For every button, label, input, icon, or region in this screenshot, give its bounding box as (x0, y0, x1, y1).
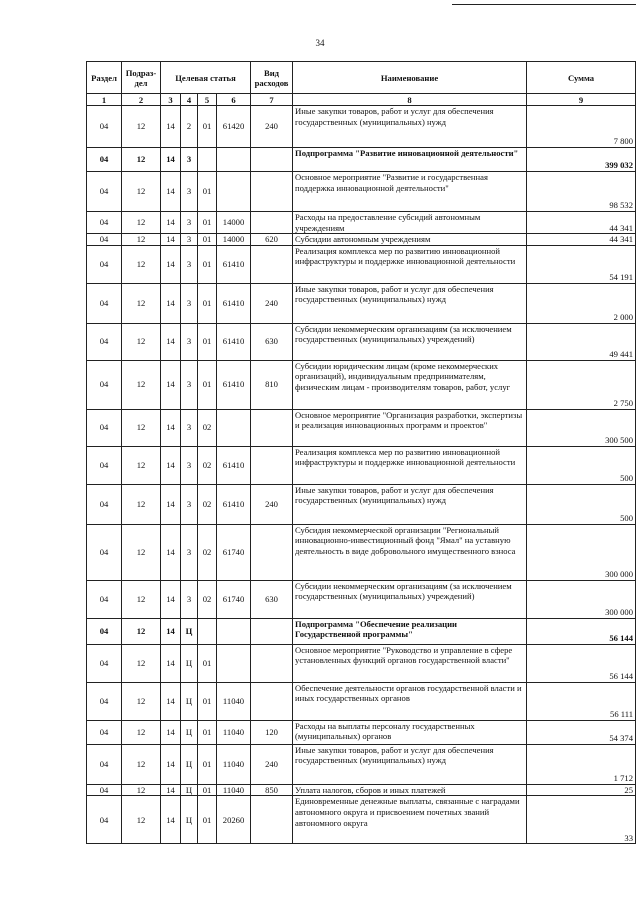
subprogram-code-cell: 3 (181, 360, 198, 409)
podrazdel-cell: 12 (122, 106, 161, 148)
sum-cell: 98 532 (527, 172, 636, 212)
name-cell: Субсидии автономным учреждениям (293, 234, 527, 246)
podrazdel-cell: 12 (122, 360, 161, 409)
header-vid-rashodov: Вид расходов (251, 62, 293, 94)
col-number: 3 (161, 94, 181, 106)
razdel-cell: 04 (87, 744, 122, 784)
table-row (87, 484, 636, 524)
razdel-cell: 04 (87, 682, 122, 720)
subprogram-code-cell: Ц (181, 784, 198, 796)
table-row (87, 212, 636, 234)
table-row (87, 524, 636, 580)
direction-code-cell: 11040 (217, 744, 251, 784)
program-code-cell: 14 (161, 720, 181, 744)
razdel-cell: 04 (87, 283, 122, 323)
name-cell: Иные закупки товаров, работ и услуг для обеспечения государственных (муниципальных) нужд (293, 106, 527, 148)
event-code-cell (198, 618, 217, 644)
program-code-cell: 14 (161, 409, 181, 446)
sum-cell: 500 (527, 484, 636, 524)
name-cell: Субсидии юридическим лицам (кроме некоммерческих организаций), индивидуальным предпринимателям, физическим лицам - производителям товаров, работ, услуг (293, 360, 527, 409)
direction-code-cell: 61410 (217, 323, 251, 360)
podrazdel-cell: 12 (122, 245, 161, 283)
podrazdel-cell: 12 (122, 784, 161, 796)
program-code-cell: 14 (161, 234, 181, 246)
col-number: 7 (251, 94, 293, 106)
podrazdel-cell: 12 (122, 644, 161, 682)
header-podrazdel: Подраз- дел (122, 62, 161, 94)
col-number: 9 (527, 94, 636, 106)
direction-code-cell (217, 618, 251, 644)
expense-type-cell (251, 618, 293, 644)
sum-cell: 1 712 (527, 744, 636, 784)
expense-type-cell: 120 (251, 720, 293, 744)
expense-type-cell (251, 212, 293, 234)
subprogram-code-cell: 3 (181, 148, 198, 172)
name-cell: Уплата налогов, сборов и иных платежей (293, 784, 527, 796)
program-code-cell: 14 (161, 323, 181, 360)
subprogram-code-cell: 3 (181, 212, 198, 234)
direction-code-cell: 61740 (217, 524, 251, 580)
table-row (87, 784, 636, 796)
name-cell: Подпрограмма "Развитие инновационной деятельности" (293, 148, 527, 172)
event-code-cell: 01 (198, 323, 217, 360)
podrazdel-cell: 12 (122, 234, 161, 246)
razdel-cell: 04 (87, 212, 122, 234)
subprogram-code-cell: 2 (181, 106, 198, 148)
expense-type-cell (251, 245, 293, 283)
header-razdel: Раздел (87, 62, 122, 94)
sum-cell: 44 341 (527, 212, 636, 234)
direction-code-cell (217, 409, 251, 446)
name-cell: Основное мероприятие "Развитие и государственная поддержка инновационной деятельности" (293, 172, 527, 212)
razdel-cell: 04 (87, 409, 122, 446)
program-code-cell: 14 (161, 524, 181, 580)
subprogram-code-cell: Ц (181, 796, 198, 844)
direction-code-cell: 11040 (217, 784, 251, 796)
header-naimenovanie: Наименование (293, 62, 527, 94)
sum-cell: 56 144 (527, 644, 636, 682)
podrazdel-cell: 12 (122, 409, 161, 446)
program-code-cell: 14 (161, 283, 181, 323)
table-row (87, 744, 636, 784)
subprogram-code-cell: 3 (181, 409, 198, 446)
program-code-cell: 14 (161, 106, 181, 148)
razdel-cell: 04 (87, 484, 122, 524)
program-code-cell: 14 (161, 744, 181, 784)
podrazdel-cell: 12 (122, 682, 161, 720)
sum-cell: 300 500 (527, 409, 636, 446)
event-code-cell: 02 (198, 446, 217, 484)
direction-code-cell: 11040 (217, 720, 251, 744)
event-code-cell: 01 (198, 234, 217, 246)
program-code-cell: 14 (161, 360, 181, 409)
program-code-cell: 14 (161, 682, 181, 720)
sum-cell: 56 111 (527, 682, 636, 720)
event-code-cell: 02 (198, 524, 217, 580)
name-cell: Основное мероприятие "Руководство и управление в сфере установленных функций органов государственной власти" (293, 644, 527, 682)
podrazdel-cell: 12 (122, 720, 161, 744)
program-code-cell: 14 (161, 618, 181, 644)
name-cell: Подпрограмма "Обеспечение реализации Государственной программы" (293, 618, 527, 644)
program-code-cell: 14 (161, 446, 181, 484)
col-number: 4 (181, 94, 198, 106)
event-code-cell: 01 (198, 784, 217, 796)
event-code-cell: 01 (198, 720, 217, 744)
direction-code-cell: 20260 (217, 796, 251, 844)
podrazdel-cell: 12 (122, 524, 161, 580)
sum-cell: 300 000 (527, 580, 636, 618)
event-code-cell: 01 (198, 644, 217, 682)
program-code-cell: 14 (161, 172, 181, 212)
program-code-cell: 14 (161, 644, 181, 682)
razdel-cell: 04 (87, 644, 122, 682)
razdel-cell: 04 (87, 784, 122, 796)
budget-table (86, 61, 636, 844)
razdel-cell: 04 (87, 360, 122, 409)
col-number: 8 (293, 94, 527, 106)
razdel-cell: 04 (87, 234, 122, 246)
direction-code-cell (217, 148, 251, 172)
table-row (87, 323, 636, 360)
program-code-cell: 14 (161, 796, 181, 844)
table-row (87, 283, 636, 323)
name-cell: Субсидии некоммерческим организациям (за исключением государственных (муниципальных) учреждений) (293, 580, 527, 618)
name-cell: Расходы на предоставление субсидий автономным учреждениям (293, 212, 527, 234)
direction-code-cell: 61410 (217, 446, 251, 484)
expense-type-cell: 630 (251, 323, 293, 360)
expense-type-cell: 240 (251, 106, 293, 148)
table-row (87, 172, 636, 212)
event-code-cell: 02 (198, 580, 217, 618)
direction-code-cell: 61740 (217, 580, 251, 618)
direction-code-cell: 14000 (217, 234, 251, 246)
podrazdel-cell: 12 (122, 148, 161, 172)
name-cell: Субсидии некоммерческим организациям (за исключением государственных (муниципальных) учреждений) (293, 323, 527, 360)
podrazdel-cell: 12 (122, 446, 161, 484)
name-cell: Расходы на выплаты персоналу государственных (муниципальных) органов (293, 720, 527, 744)
event-code-cell: 01 (198, 682, 217, 720)
expense-type-cell: 850 (251, 784, 293, 796)
subprogram-code-cell: 3 (181, 172, 198, 212)
table-row (87, 234, 636, 246)
sum-cell: 500 (527, 446, 636, 484)
event-code-cell: 02 (198, 409, 217, 446)
subprogram-code-cell: 3 (181, 245, 198, 283)
table-row (87, 360, 636, 409)
program-code-cell: 14 (161, 784, 181, 796)
col-number: 6 (217, 94, 251, 106)
subprogram-code-cell: 3 (181, 484, 198, 524)
event-code-cell: 01 (198, 172, 217, 212)
sum-cell: 33 (527, 796, 636, 844)
direction-code-cell (217, 644, 251, 682)
sum-cell: 54 374 (527, 720, 636, 744)
razdel-cell: 04 (87, 106, 122, 148)
sum-cell: 399 032 (527, 148, 636, 172)
table-row (87, 106, 636, 148)
expense-type-cell: 240 (251, 283, 293, 323)
razdel-cell: 04 (87, 796, 122, 844)
subprogram-code-cell: 3 (181, 234, 198, 246)
table-row (87, 644, 636, 682)
table-row (87, 796, 636, 844)
event-code-cell: 01 (198, 283, 217, 323)
podrazdel-cell: 12 (122, 484, 161, 524)
razdel-cell: 04 (87, 245, 122, 283)
sum-cell: 56 144 (527, 618, 636, 644)
subprogram-code-cell: 3 (181, 580, 198, 618)
name-cell: Единовременные денежные выплаты, связанные с наградами автономного округа и присвоением почетных званий автономного округа (293, 796, 527, 844)
event-code-cell: 02 (198, 484, 217, 524)
col-number: 5 (198, 94, 217, 106)
subprogram-code-cell: 3 (181, 283, 198, 323)
razdel-cell: 04 (87, 172, 122, 212)
event-code-cell (198, 148, 217, 172)
expense-type-cell (251, 524, 293, 580)
name-cell: Обеспечение деятельности органов государственной власти и иных государственных органов (293, 682, 527, 720)
razdel-cell: 04 (87, 618, 122, 644)
podrazdel-cell: 12 (122, 283, 161, 323)
expense-type-cell: 240 (251, 744, 293, 784)
table-row (87, 245, 636, 283)
expense-type-cell (251, 796, 293, 844)
sum-cell: 49 441 (527, 323, 636, 360)
expense-type-cell (251, 409, 293, 446)
name-cell: Основное мероприятие "Организация разработки, экспертизы и реализация инновационных программ и проектов" (293, 409, 527, 446)
table-row (87, 720, 636, 744)
sum-cell: 7 800 (527, 106, 636, 148)
program-code-cell: 14 (161, 245, 181, 283)
subprogram-code-cell: 3 (181, 524, 198, 580)
sum-cell: 54 191 (527, 245, 636, 283)
event-code-cell: 01 (198, 106, 217, 148)
podrazdel-cell: 12 (122, 744, 161, 784)
direction-code-cell: 61410 (217, 484, 251, 524)
sum-cell: 2 000 (527, 283, 636, 323)
expense-type-cell (251, 446, 293, 484)
subprogram-code-cell: Ц (181, 720, 198, 744)
expense-type-cell: 810 (251, 360, 293, 409)
sum-cell: 300 000 (527, 524, 636, 580)
name-cell: Иные закупки товаров, работ и услуг для обеспечения государственных (муниципальных) нужд (293, 283, 527, 323)
table-row (87, 618, 636, 644)
expense-type-cell: 620 (251, 234, 293, 246)
subprogram-code-cell: Ц (181, 682, 198, 720)
event-code-cell: 01 (198, 360, 217, 409)
podrazdel-cell: 12 (122, 796, 161, 844)
col-number: 2 (122, 94, 161, 106)
table-row (87, 409, 636, 446)
name-cell: Субсидия некоммерческой организации "Региональный инновационно-инвестиционный фонд "Ямал" на уставную деятельность в виде добровольного имущественного взноса (293, 524, 527, 580)
program-code-cell: 14 (161, 148, 181, 172)
program-code-cell: 14 (161, 580, 181, 618)
name-cell: Реализация комплекса мер по развитию инновационной инфраструктуры и поддержке инновационной деятельности (293, 446, 527, 484)
table-row (87, 580, 636, 618)
program-code-cell: 14 (161, 484, 181, 524)
podrazdel-cell: 12 (122, 618, 161, 644)
razdel-cell: 04 (87, 323, 122, 360)
razdel-cell: 04 (87, 446, 122, 484)
sum-cell: 44 341 (527, 234, 636, 246)
direction-code-cell: 61410 (217, 283, 251, 323)
podrazdel-cell: 12 (122, 172, 161, 212)
subprogram-code-cell: 3 (181, 323, 198, 360)
razdel-cell: 04 (87, 524, 122, 580)
table-row (87, 148, 636, 172)
podrazdel-cell: 12 (122, 323, 161, 360)
direction-code-cell (217, 172, 251, 212)
podrazdel-cell: 12 (122, 580, 161, 618)
direction-code-cell: 61410 (217, 245, 251, 283)
razdel-cell: 04 (87, 580, 122, 618)
event-code-cell: 01 (198, 796, 217, 844)
name-cell: Реализация комплекса мер по развитию инновационной инфраструктуры и поддержке инновационной деятельности (293, 245, 527, 283)
direction-code-cell: 14000 (217, 212, 251, 234)
razdel-cell: 04 (87, 720, 122, 744)
table-row (87, 446, 636, 484)
direction-code-cell: 11040 (217, 682, 251, 720)
expense-type-cell: 240 (251, 484, 293, 524)
col-number: 1 (87, 94, 122, 106)
header-summa: Сумма (527, 62, 636, 94)
subprogram-code-cell: 3 (181, 446, 198, 484)
program-code-cell: 14 (161, 212, 181, 234)
expense-type-cell (251, 644, 293, 682)
header-celevaya-statya: Целевая статья (161, 62, 251, 94)
sum-cell: 2 750 (527, 360, 636, 409)
expense-type-cell (251, 172, 293, 212)
event-code-cell: 01 (198, 245, 217, 283)
expense-type-cell (251, 148, 293, 172)
subprogram-code-cell: Ц (181, 644, 198, 682)
subprogram-code-cell: Ц (181, 744, 198, 784)
top-rule (452, 4, 636, 5)
subprogram-code-cell: Ц (181, 618, 198, 644)
sum-cell: 25 (527, 784, 636, 796)
table-row (87, 682, 636, 720)
event-code-cell: 01 (198, 744, 217, 784)
direction-code-cell: 61410 (217, 360, 251, 409)
page-number: 34 (315, 38, 325, 48)
name-cell: Иные закупки товаров, работ и услуг для обеспечения государственных (муниципальных) нужд (293, 484, 527, 524)
direction-code-cell: 61420 (217, 106, 251, 148)
expense-type-cell (251, 682, 293, 720)
expense-type-cell: 630 (251, 580, 293, 618)
podrazdel-cell: 12 (122, 212, 161, 234)
name-cell: Иные закупки товаров, работ и услуг для обеспечения государственных (муниципальных) нужд (293, 744, 527, 784)
razdel-cell: 04 (87, 148, 122, 172)
event-code-cell: 01 (198, 212, 217, 234)
